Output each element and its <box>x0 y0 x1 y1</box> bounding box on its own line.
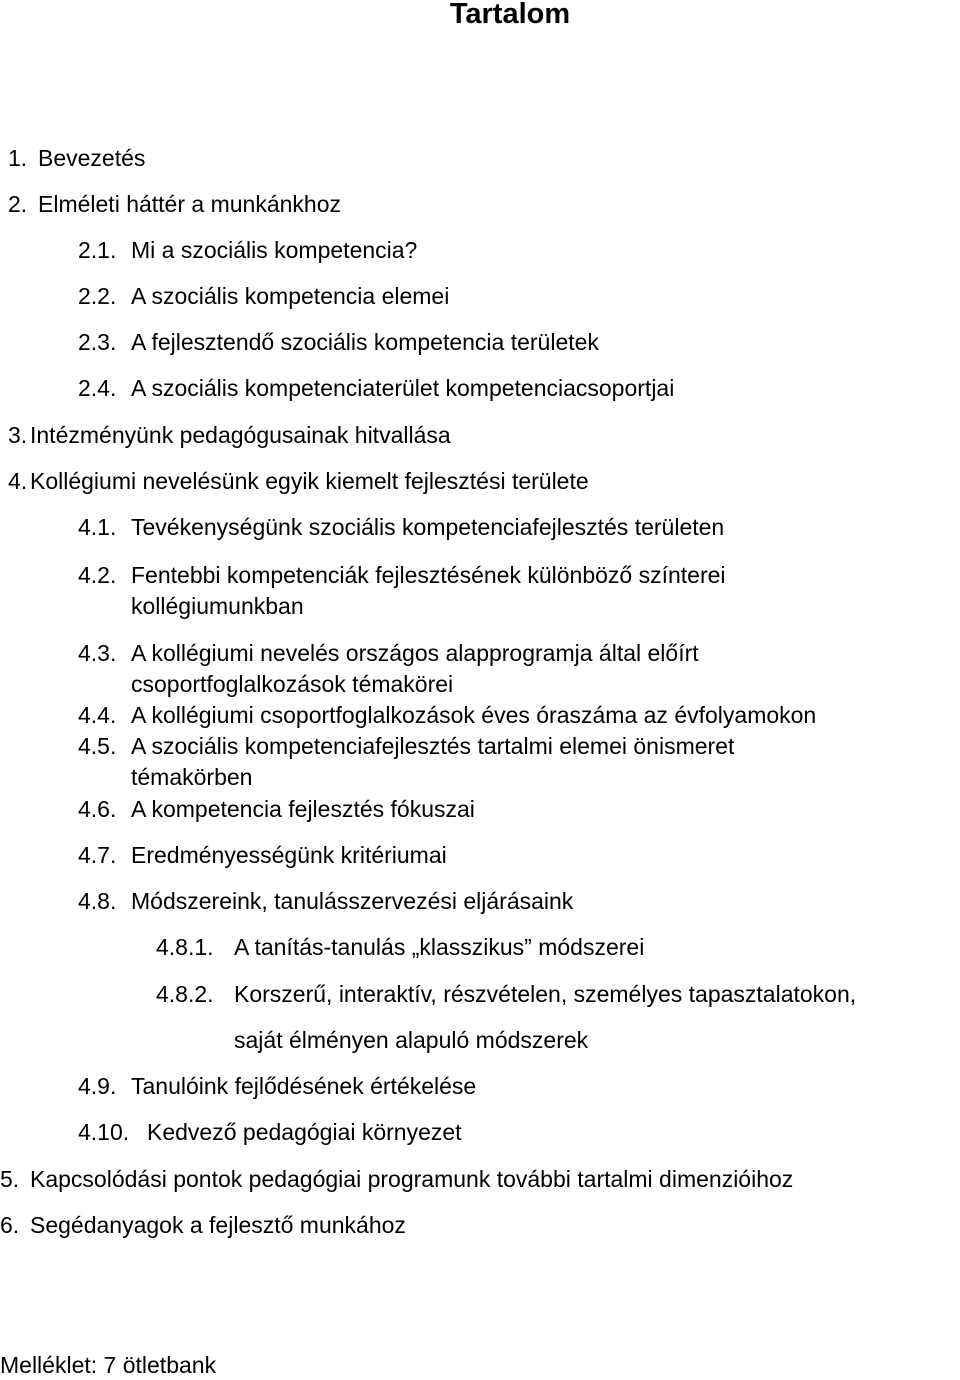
toc-number: 4.6. <box>78 796 117 822</box>
toc-number: 2.3. <box>78 329 117 355</box>
toc-text: Mi a szociális kompetencia? <box>131 237 418 263</box>
toc-number: 4.10. <box>78 1119 130 1145</box>
toc-number: 4.4. <box>78 702 117 728</box>
toc-text-continuation: csoportfoglalkozások témakörei <box>131 671 454 697</box>
toc-number: 2.2. <box>78 283 117 309</box>
toc-text-continuation: kollégiumunkban <box>131 593 304 619</box>
toc-number: 4.5. <box>78 733 117 759</box>
toc-number: 4.8.1. <box>156 934 214 960</box>
toc-number: 4.7. <box>78 842 117 868</box>
toc-text: Segédanyagok a fejlesztő munkához <box>30 1212 406 1238</box>
toc-number: 4.2. <box>78 562 117 588</box>
toc-text: A kollégiumi nevelés országos alapprogramja által előírt <box>131 640 699 666</box>
toc-text: A szociális kompetencia elemei <box>131 283 450 309</box>
toc-text-continuation: saját élményen alapuló módszerek <box>234 1027 589 1053</box>
toc-text: Fentebbi kompetenciák fejlesztésének különböző színterei <box>131 562 726 588</box>
toc-text: A kompetencia fejlesztés fókuszai <box>131 796 475 822</box>
toc-text: Módszereink, tanulásszervezési eljárásaink <box>131 888 574 914</box>
toc-number: 4.1. <box>78 514 117 540</box>
toc-number: 2.4. <box>78 375 117 401</box>
toc-text: Intézményünk pedagógusainak hitvallása <box>30 422 451 448</box>
toc-number: 5. <box>0 1166 20 1192</box>
toc-number: 6. <box>0 1212 20 1238</box>
toc-text: Kedvező pedagógiai környezet <box>147 1119 462 1145</box>
toc-text: A szociális kompetenciafejlesztés tartalmi elemei önismeret <box>131 733 735 759</box>
toc-text: Tevékenységünk szociális kompetenciafejlesztés területen <box>131 514 725 540</box>
toc-number: 4.3. <box>78 640 117 666</box>
appendix-note: Melléklet: 7 ötletbank <box>0 1352 217 1378</box>
toc-number: 3. <box>8 422 28 448</box>
toc-text: Bevezetés <box>38 145 146 171</box>
toc-text: A kollégiumi csoportfoglalkozások éves óraszáma az évfolyamokon <box>131 702 817 728</box>
toc-text-continuation: témakörben <box>131 764 253 790</box>
toc-text: Kollégiumi nevelésünk egyik kiemelt fejlesztési területe <box>30 468 589 494</box>
toc-number: 4.8. <box>78 888 117 914</box>
toc-text: Korszerű, interaktív, részvételen, személyes tapasztalatokon, <box>234 981 857 1007</box>
toc-number: 1. <box>8 145 28 171</box>
toc-text: A tanítás-tanulás „klasszikus” módszerei <box>234 934 645 960</box>
toc-text: Eredményességünk kritériumai <box>131 842 447 868</box>
toc-text: Tanulóink fejlődésének értékelése <box>131 1073 477 1099</box>
toc-number: 4.8.2. <box>156 981 214 1007</box>
page-title: Tartalom <box>449 0 571 30</box>
toc-text: A fejlesztendő szociális kompetencia területek <box>131 329 599 355</box>
toc-number: 2. <box>8 191 28 217</box>
toc-number: 4.9. <box>78 1073 117 1099</box>
toc-text: Elméleti háttér a munkánkhoz <box>38 191 341 217</box>
toc-number: 4. <box>8 468 28 494</box>
toc-number: 2.1. <box>78 237 117 263</box>
toc-text: A szociális kompetenciaterület kompetenciacsoportjai <box>131 375 675 401</box>
toc-text: Kapcsolódási pontok pedagógiai programunk további tartalmi dimenzióihoz <box>30 1166 794 1192</box>
